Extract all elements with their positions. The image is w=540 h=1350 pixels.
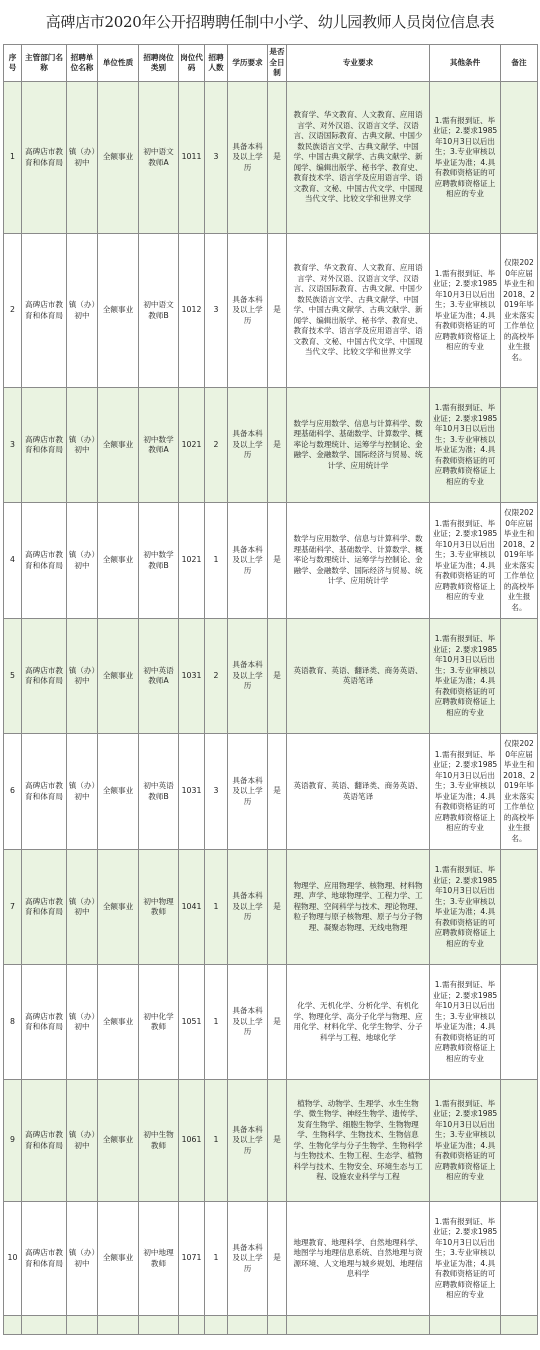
cell-major: 教育学、华文教育、人文教育、应用语言学、对外汉语、汉语言文学、汉语言、汉语国际教育、古典文献、中国少数民族语言文学、古典文献学、中国学、中国古典文献学、古典文献学、新闻学、编辑出版学、秘书学、教育史、教育技术学、语言学及应用语言学、语文教育、文秘、中国古代文学、中国现当代文学、比较文学和世界文学: [287, 82, 430, 234]
cell-major: 地理教育、地理科学、自然地理科学、地图学与地理信息系统、自然地理与资源环境、人文地理与城乡规划、地理信息科学: [287, 1202, 430, 1316]
cell-other: 1.需有报到证、毕业证；2.要求1985年10月3日以后出生；3.专业审核以毕业证为准；4.具有教师资格证的可应聘教师资格证上相应的专业: [430, 850, 501, 965]
cell-unit: 镇（办）初中: [67, 1080, 98, 1202]
cell-note: [501, 82, 538, 234]
cell-code: 1021: [179, 503, 205, 619]
cell-code: 1012: [179, 234, 205, 388]
header-edu: 学历要求: [228, 45, 268, 82]
table-row: [4, 388, 538, 503]
cell-dept: 高碑店市教育和体育局: [22, 619, 67, 734]
cell-other: 1.需有报到证、毕业证；2.要求1985年10月3日以后出生；3.专业审核以毕业证为准；4.具有教师资格证的可应聘教师资格证上相应的专业: [430, 1080, 501, 1202]
cell-seq: 5: [4, 619, 22, 734]
cell-category: 初中英语教师A: [139, 619, 179, 734]
cell-major: 数学与应用数学、信息与计算科学、数理基础科学、基础数学、计算数学、概率论与数理统计、运筹学与控制论、金融学、金融数学、国际经济与贸易、统计学、应用统计学: [287, 503, 430, 619]
cell-edu: 具备本科及以上学历: [228, 503, 268, 619]
cell-count: 1: [205, 1080, 228, 1202]
cell-empty: [501, 1316, 538, 1335]
cell-dept: 高碑店市教育和体育局: [22, 734, 67, 850]
cell-other: 1.需有报到证、毕业证；2.要求1985年10月3日以后出生；3.专业审核以毕业证为准；4.具有教师资格证的可应聘教师资格证上相应的专业: [430, 965, 501, 1080]
cell-note: [501, 965, 538, 1080]
cell-nature: 全额事业: [98, 965, 139, 1080]
cell-code: 1041: [179, 850, 205, 965]
document-title: 高碑店市2020年公开招聘聘任制中小学、幼儿园教师人员岗位信息表: [45, 13, 495, 31]
cell-empty: [268, 1316, 287, 1335]
cell-count: 3: [205, 82, 228, 234]
cell-code: 1061: [179, 1080, 205, 1202]
header-row: [4, 45, 538, 82]
cell-code: 1071: [179, 1202, 205, 1316]
cell-nature: 全额事业: [98, 388, 139, 503]
cell-dept: 高碑店市教育和体育局: [22, 1202, 67, 1316]
cell-unit: 镇（办）初中: [67, 1202, 98, 1316]
cell-other: 1.需有报到证、毕业证；2.要求1985年10月3日以后出生；3.专业审核以毕业证为准；4.具有教师资格证的可应聘教师资格证上相应的专业: [430, 503, 501, 619]
header-count: 招聘人数: [205, 45, 228, 82]
cell-nature: 全额事业: [98, 619, 139, 734]
cell-unit: 镇（办）初中: [67, 619, 98, 734]
cell-fulltime: 是: [268, 503, 287, 619]
cell-fulltime: 是: [268, 734, 287, 850]
cell-major: 英语教育、英语、翻译类、商务英语、英语笔译: [287, 734, 430, 850]
cell-major: 化学、无机化学、分析化学、有机化学、物理化学、高分子化学与物理、应用化学、材料化学、化学生物学、分子科学与工程、地球化学: [287, 965, 430, 1080]
header-other: 其他条件: [430, 45, 501, 82]
cell-edu: 具备本科及以上学历: [228, 619, 268, 734]
cell-major: 物理学、应用物理学、核物理、材料物理、声学、地球物理学、工程力学、工程物理、空间科学与技术、理论物理、粒子物理与原子核物理、原子与分子物理、凝聚态物理、无线电物理: [287, 850, 430, 965]
cell-nature: 全额事业: [98, 734, 139, 850]
cell-count: 3: [205, 234, 228, 388]
table-row: [4, 734, 538, 850]
cell-dept: 高碑店市教育和体育局: [22, 82, 67, 234]
header-note: 备注: [501, 45, 538, 82]
cell-seq: 3: [4, 388, 22, 503]
cell-dept: 高碑店市教育和体育局: [22, 965, 67, 1080]
header-fulltime: 是否全日制: [268, 45, 287, 82]
cell-major: 植物学、动物学、生理学、水生生物学、微生物学、神经生物学、遗传学、发育生物学、细胞生物学、生物物理学、生物科学、生物技术、生物信息学、生物化学与分子生物学、生物科学与生物技术、生物工程、生态学、植物科学与技术、生物安全、环境生态与工程、设施农业科学与工程: [287, 1080, 430, 1202]
header-dept: 主管部门名称: [22, 45, 67, 82]
cell-code: 1031: [179, 734, 205, 850]
cell-edu: 具备本科及以上学历: [228, 388, 268, 503]
cell-seq: 8: [4, 965, 22, 1080]
cell-category: 初中语文教师A: [139, 82, 179, 234]
cell-note: [501, 388, 538, 503]
cell-dept: 高碑店市教育和体育局: [22, 388, 67, 503]
table-row-partial: [4, 1316, 538, 1335]
cell-fulltime: 是: [268, 1202, 287, 1316]
cell-category: 初中数学教师A: [139, 388, 179, 503]
cell-seq: 4: [4, 503, 22, 619]
cell-seq: 9: [4, 1080, 22, 1202]
cell-edu: 具备本科及以上学历: [228, 234, 268, 388]
cell-unit: 镇（办）初中: [67, 388, 98, 503]
cell-fulltime: 是: [268, 234, 287, 388]
cell-category: 初中数学教师B: [139, 503, 179, 619]
cell-empty: [98, 1316, 139, 1335]
cell-empty: [179, 1316, 205, 1335]
header-unit: 招聘单位名称: [67, 45, 98, 82]
cell-other: 1.需有报到证、毕业证；2.要求1985年10月3日以后出生；3.专业审核以毕业证为准；4.具有教师资格证的可应聘教师资格证上相应的专业: [430, 234, 501, 388]
cell-unit: 镇（办）初中: [67, 503, 98, 619]
cell-empty: [22, 1316, 67, 1335]
cell-fulltime: 是: [268, 388, 287, 503]
cell-nature: 全额事业: [98, 1080, 139, 1202]
cell-empty: [205, 1316, 228, 1335]
cell-code: 1031: [179, 619, 205, 734]
cell-fulltime: 是: [268, 965, 287, 1080]
cell-note: [501, 619, 538, 734]
table-row: [4, 82, 538, 234]
cell-empty: [287, 1316, 430, 1335]
cell-count: 1: [205, 1202, 228, 1316]
table-row: [4, 234, 538, 388]
cell-note: [501, 1202, 538, 1316]
cell-fulltime: 是: [268, 1080, 287, 1202]
cell-empty: [430, 1316, 501, 1335]
cell-seq: 1: [4, 82, 22, 234]
cell-seq: 7: [4, 850, 22, 965]
cell-major: 英语教育、英语、翻译类、商务英语、英语笔译: [287, 619, 430, 734]
cell-major: 数学与应用数学、信息与计算科学、数理基础科学、基础数学、计算数学、概率论与数理统计、运筹学与控制论、金融学、金融数学、国际经济与贸易、统计学、应用统计学: [287, 388, 430, 503]
cell-note: 仅限2020年应届毕业生和2018、2019年毕业未落实工作单位的高校毕业生报名。: [501, 734, 538, 850]
cell-dept: 高碑店市教育和体育局: [22, 234, 67, 388]
cell-major: 教育学、华文教育、人文教育、应用语言学、对外汉语、汉语言文学、汉语言、汉语国际教育、古典文献、中国少数民族语言文学、古典文献学、中国学、中国古典文献学、古典文献学、新闻学、编辑出版学、秘书学、教育史、教育技术学、语言学及应用语言学、语文教育、文秘、中国古代文学、中国现当代文学、比较文学和世界文学: [287, 234, 430, 388]
cell-empty: [228, 1316, 268, 1335]
header-code: 岗位代码: [179, 45, 205, 82]
cell-seq: 10: [4, 1202, 22, 1316]
cell-fulltime: 是: [268, 850, 287, 965]
cell-category: 初中化学教师: [139, 965, 179, 1080]
cell-nature: 全额事业: [98, 82, 139, 234]
cell-category: 初中生物教师: [139, 1080, 179, 1202]
cell-edu: 具备本科及以上学历: [228, 965, 268, 1080]
cell-unit: 镇（办）初中: [67, 734, 98, 850]
cell-other: 1.需有报到证、毕业证；2.要求1985年10月3日以后出生；3.专业审核以毕业证为准；4.具有教师资格证的可应聘教师资格证上相应的专业: [430, 82, 501, 234]
positions-table: [3, 44, 538, 1335]
cell-edu: 具备本科及以上学历: [228, 850, 268, 965]
table-row: [4, 965, 538, 1080]
cell-edu: 具备本科及以上学历: [228, 734, 268, 850]
cell-nature: 全额事业: [98, 850, 139, 965]
cell-note: 仅限2020年应届毕业生和2018、2019年毕业未落实工作单位的高校毕业生报名。: [501, 234, 538, 388]
cell-count: 2: [205, 619, 228, 734]
table-row: [4, 850, 538, 965]
cell-code: 1011: [179, 82, 205, 234]
cell-unit: 镇（办）初中: [67, 82, 98, 234]
cell-count: 3: [205, 734, 228, 850]
cell-empty: [67, 1316, 98, 1335]
header-major: 专业要求: [287, 45, 430, 82]
table-row: [4, 619, 538, 734]
cell-note: [501, 850, 538, 965]
cell-empty: [139, 1316, 179, 1335]
cell-other: 1.需有报到证、毕业证；2.要求1985年10月3日以后出生；3.专业审核以毕业证为准；4.具有教师资格证的可应聘教师资格证上相应的专业: [430, 734, 501, 850]
cell-seq: 2: [4, 234, 22, 388]
cell-fulltime: 是: [268, 82, 287, 234]
cell-other: 1.需有报到证、毕业证；2.要求1985年10月3日以后出生；3.专业审核以毕业证为准；4.具有教师资格证的可应聘教师资格证上相应的专业: [430, 1202, 501, 1316]
cell-dept: 高碑店市教育和体育局: [22, 1080, 67, 1202]
cell-edu: 具备本科及以上学历: [228, 82, 268, 234]
cell-fulltime: 是: [268, 619, 287, 734]
cell-edu: 具备本科及以上学历: [228, 1080, 268, 1202]
header-category: 招聘岗位类别: [139, 45, 179, 82]
cell-note: 仅限2020年应届毕业生和2018、2019年毕业未落实工作单位的高校毕业生报名。: [501, 503, 538, 619]
cell-unit: 镇（办）初中: [67, 965, 98, 1080]
cell-note: [501, 1080, 538, 1202]
cell-unit: 镇（办）初中: [67, 234, 98, 388]
cell-nature: 全额事业: [98, 234, 139, 388]
cell-dept: 高碑店市教育和体育局: [22, 503, 67, 619]
cell-category: 初中地理教师: [139, 1202, 179, 1316]
cell-other: 1.需有报到证、毕业证；2.要求1985年10月3日以后出生；3.专业审核以毕业证为准；4.具有教师资格证的可应聘教师资格证上相应的专业: [430, 388, 501, 503]
cell-code: 1051: [179, 965, 205, 1080]
cell-edu: 具备本科及以上学历: [228, 1202, 268, 1316]
cell-seq: 6: [4, 734, 22, 850]
cell-nature: 全额事业: [98, 503, 139, 619]
table-row: [4, 1080, 538, 1202]
table-row: [4, 503, 538, 619]
cell-count: 1: [205, 965, 228, 1080]
cell-category: 初中物理教师: [139, 850, 179, 965]
cell-dept: 高碑店市教育和体育局: [22, 850, 67, 965]
cell-category: 初中英语教师B: [139, 734, 179, 850]
cell-category: 初中语文教师B: [139, 234, 179, 388]
cell-count: 1: [205, 503, 228, 619]
cell-unit: 镇（办）初中: [67, 850, 98, 965]
cell-count: 1: [205, 850, 228, 965]
cell-code: 1021: [179, 388, 205, 503]
cell-empty: [4, 1316, 22, 1335]
cell-count: 2: [205, 388, 228, 503]
table-row: [4, 1202, 538, 1316]
header-nature: 单位性质: [98, 45, 139, 82]
header-seq: 序号: [4, 45, 22, 82]
cell-other: 1.需有报到证、毕业证；2.要求1985年10月3日以后出生；3.专业审核以毕业证为准；4.具有教师资格证的可应聘教师资格证上相应的专业: [430, 619, 501, 734]
cell-nature: 全额事业: [98, 1202, 139, 1316]
